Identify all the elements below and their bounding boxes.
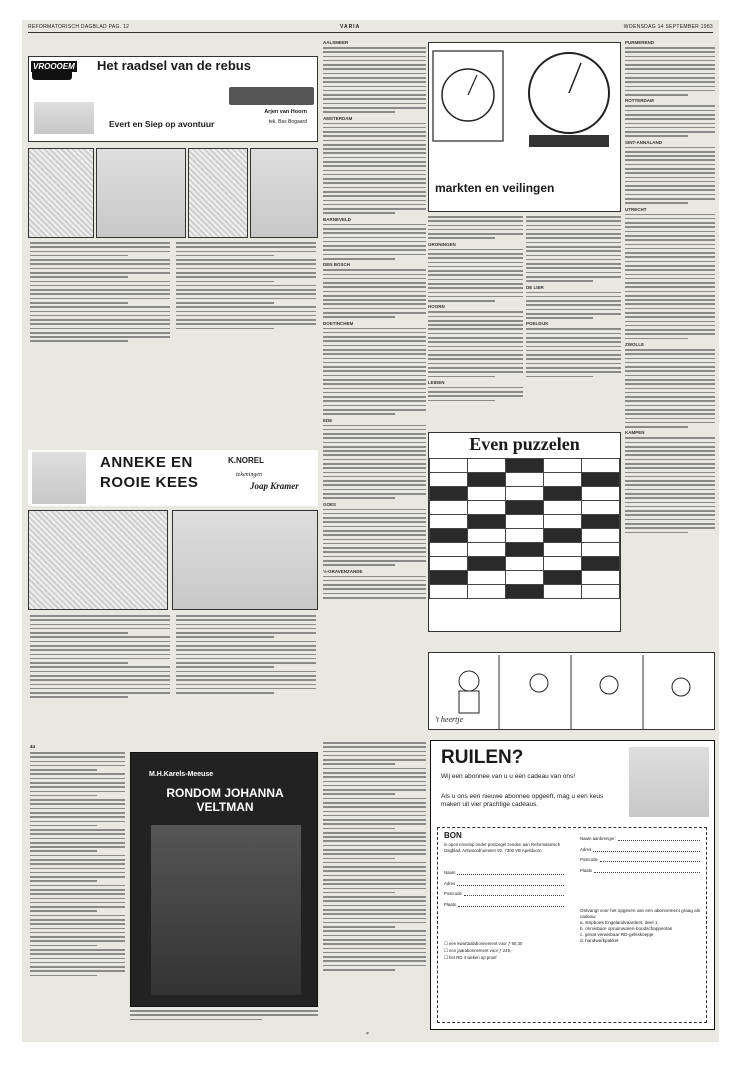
markets-col-2 [428,216,523,426]
market-hoorn: HOORN [428,304,445,310]
market-de-lier: DE LIER [526,284,544,290]
field-postcode-aanbrenger[interactable]: Postcode [580,857,700,862]
markets-col-4 [625,40,715,630]
children-drawing [32,452,86,504]
header-rule [28,32,713,33]
rebus-logo: VROOOEM [33,62,75,71]
market-zwolle: ZWOLLE [625,342,644,347]
anneke-author: K.NOREL [228,456,264,465]
book-illustration [151,825,301,995]
rebus-panel-1 [28,148,94,238]
market-poeldijk: POELDIJK [526,321,549,327]
cartoon-drawing [429,653,715,730]
market-purmerend: PURMEREND [625,40,655,45]
bon-title: BON [444,831,462,840]
rebus-subtitle: Evert en Siep op avontuur [109,119,215,129]
anneke-panel-2 [172,510,318,610]
gift-options [580,908,702,944]
markets-col-1 [323,40,426,600]
bon-fields-left [444,870,564,912]
option-jaar[interactable]: ☐ een jaarabonnement voor ƒ 249,- [444,948,513,953]
rebus-banner [28,56,318,142]
puzzle-title: Even puzzelen [469,434,580,454]
scales-illustration [429,43,621,178]
gift-b[interactable]: b. onmisbare opruimwaren-boodschappentas [580,926,673,931]
book-story-bottom [130,1010,318,1030]
boat-icon [229,87,314,105]
ruilen-body: Als u ons een nieuwe abonnee opgeeft, mag u een keus maken uit vier prachtige cadeaus. [441,793,604,808]
book-story-col-left [30,752,125,1022]
market-ede: EDE [323,417,333,423]
coupon-bon [437,827,707,1023]
market-kampen: KAMPEN [625,430,645,436]
rebus-artist: tek. Bas Bogaard [268,119,307,125]
bon-text: in open envelop onder postzegel zenden aan Reformatorisch Dagblad, Antwoordnummer 92, 7300 VB Apeldoorn [444,842,561,853]
rebus-panel-4 [250,148,318,238]
ruilen-title: RUILEN? [441,747,524,768]
gift-a[interactable]: a. stripboek Engelandvaarders, deel 1 [580,920,658,925]
market-den-bosch: DEN BOSCH [323,262,351,268]
market-goes: GOES [323,501,337,507]
page-header-left: REFORMATORISCH DAGBLAD PAG. 12 [28,24,130,30]
anneke-panel-1 [28,510,168,610]
market-barneveld: BARNEVELD [323,216,352,222]
rebus-text-col-2 [176,242,316,367]
book-cover [130,752,318,1007]
market-sint-annaland: SINT-ANNALAND [625,139,662,145]
anneke-banner [28,450,318,506]
puzzle-box [428,432,621,632]
page-header-section: VARIA [340,24,361,30]
book-title-2: VELTMAN [196,800,254,814]
anneke-title-1: ANNEKE EN [100,454,193,471]
field-postcode[interactable]: Postcode [444,891,564,896]
rebus-panel-3 [188,148,248,238]
market-utrecht: UTRECHT [625,206,647,212]
book-title-1: RONDOM JOHANNA [166,786,284,800]
market-gravenzande: 's-GRAVENZANDE [323,568,363,574]
car-drawing [34,102,94,134]
rebus-author: Arjen van Hoorn [264,109,307,115]
market-rotterdam: ROTTERDAM [625,98,654,104]
markets-banner [428,42,621,212]
rebus-panel-2 [96,148,186,238]
market-aalsmeer: AALSMEER [323,40,349,45]
anneke-artist-label: tekeningen [236,472,262,478]
crossword-grid [429,458,620,599]
page-footer-mark: * [366,1032,369,1038]
ruilen-advert [430,740,715,1030]
rebus-title: Het raadsel van de rebus [97,58,251,73]
anneke-text-col-1 [30,615,170,735]
market-leiden: LEIDEN [428,379,445,385]
cartoon-caption: 't heertje [435,715,464,724]
field-plaats[interactable]: Plaats [444,902,564,907]
market-amsterdam: AMSTERDAM [323,115,353,121]
scale-base-icon [529,135,609,147]
option-proef[interactable]: ☐ het RD 4 weken op proef [444,955,497,960]
field-naam[interactable]: Naam [444,870,564,875]
cartoon-strip [428,652,715,730]
gift-intro: Ontvangt voor het opgeven van een abonnement graag als cadeau: [580,908,701,919]
anneke-title-2: ROOIE KEES [100,474,199,491]
markets-col-3 [526,216,621,426]
subscription-options [444,940,572,961]
ruilen-intro: Wij een abonnee van u u een cadeau van ons! [441,773,576,780]
gift-bag-illustration [629,747,709,817]
book-story-col-right [323,742,426,1027]
anneke-artist: Joap Kramer [250,481,299,491]
newspaper-page [22,20,719,1042]
gift-d[interactable]: d. handwerkpakket [580,938,619,943]
market-doetinchem: DOETINCHEM [323,320,354,326]
book-author: M.H.Karels-Meeuse [149,771,214,778]
field-adres-aanbrenger[interactable]: Adres [580,847,700,852]
anneke-text-col-2 [176,615,316,735]
markets-title: markten en veilingen [435,181,555,195]
market-groningen: GRONINGEN [428,241,456,247]
heertje-figure-icon [459,671,479,691]
gift-c[interactable]: c. gevat verwisbaar RD-gelsskoepje [580,932,654,937]
story-chapter-number: 44 [30,744,36,749]
field-plaats-aanbrenger[interactable]: Plaats [580,868,700,873]
field-naam-aanbrenger[interactable]: Naam aanbrenger: [580,836,700,841]
page-header-date: WOENSDAG 14 SEPTEMBER 1983 [623,24,713,30]
field-adres[interactable]: Adres [444,881,564,886]
option-kwartaal[interactable]: ☐ een kwartaalabonnement voor ƒ 60,30 [444,941,523,946]
bon-fields-right [580,836,700,878]
rebus-text-col-1 [30,242,170,367]
